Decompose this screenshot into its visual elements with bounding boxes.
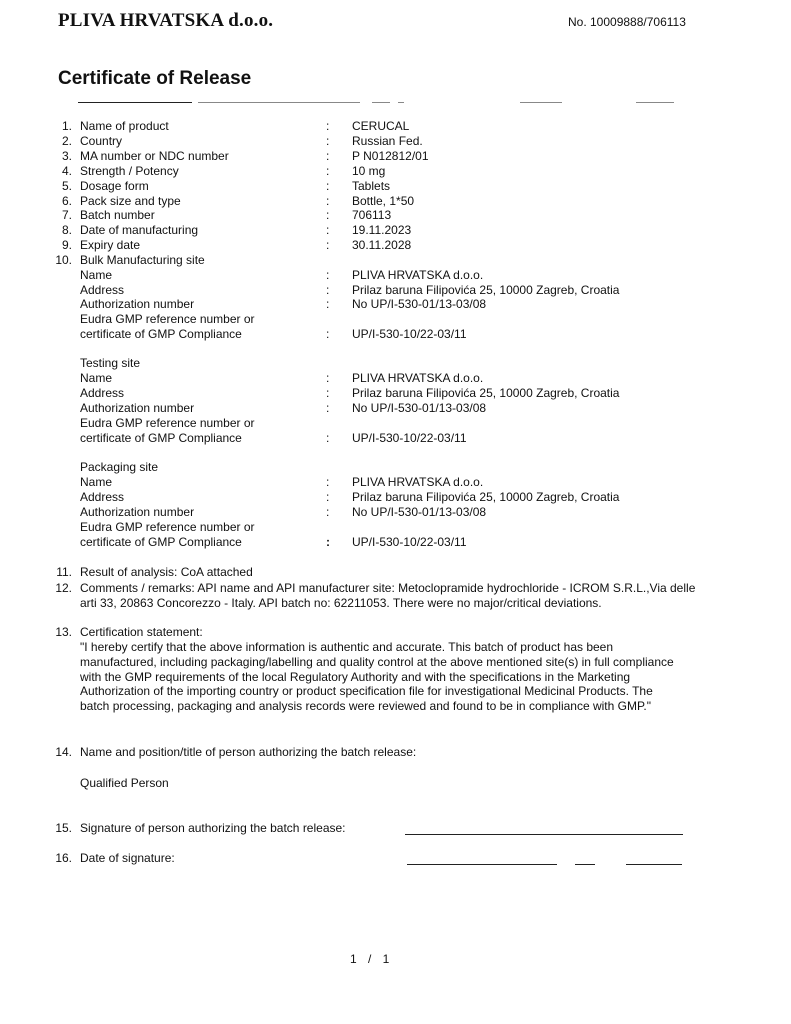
site-address-label: Address — [80, 283, 125, 297]
item-colon: : — [326, 208, 330, 222]
item-colon: : — [326, 490, 330, 504]
item-label: Name of product — [80, 119, 169, 133]
signature-line — [405, 834, 683, 835]
item-value: 30.11.2028 — [352, 238, 412, 252]
item-colon: : — [326, 149, 330, 163]
item-label: Dosage form — [80, 179, 149, 193]
site-auth-value: No UP/I-530-01/13-03/08 — [352, 505, 487, 519]
site-heading: Testing site — [80, 356, 141, 370]
item-value: P N012812/01 — [352, 149, 429, 163]
document-number: No. 10009888/706113 — [568, 15, 686, 29]
item-value: Russian Fed. — [352, 134, 423, 148]
item-number: 6. — [61, 194, 72, 208]
item-colon: : — [326, 505, 330, 519]
item-number: 7. — [61, 208, 72, 222]
date-line — [575, 864, 595, 865]
item-text: Name and position/title of person authorizing the batch release: — [80, 745, 417, 759]
item-colon: : — [326, 119, 330, 133]
site-address-value: Prilaz baruna Filipovića 25, 10000 Zagreb, Croatia — [352, 490, 620, 504]
item-colon: : — [326, 431, 330, 445]
site-name-value: PLIVA HRVATSKA d.o.o. — [352, 268, 484, 282]
item-row — [0, 179, 791, 194]
site-address-label: Address — [80, 490, 125, 504]
site-name-label: Name — [80, 371, 113, 385]
item-number: 14. — [55, 745, 72, 759]
item-text: Result of analysis: CoA attached — [80, 565, 253, 579]
item-row — [0, 134, 791, 149]
item-colon: : — [326, 283, 330, 297]
item-heading: Certification statement: — [80, 625, 203, 639]
item-colon: : — [326, 386, 330, 400]
item-number: 4. — [61, 164, 72, 178]
item-row — [0, 119, 791, 134]
item-text: "I hereby certify that the above information is authentic and accurate. This batch of product has been manufactured, including packaging/labelling and quality control at the above mentioned site(s) in full compliance with the GMP requirements of the local Regulatory Authority and with the specifications in the Marketing Authorization of the importing country or product specification file for investigational Medicinal Products. The batch processing, packaging and analysis records were reviewed and found to be in compliance with GMP." — [80, 640, 674, 714]
item-number: 1. — [61, 119, 72, 133]
item-label: Strength / Potency — [80, 164, 179, 178]
item-colon: : — [326, 268, 330, 282]
item-colon: : — [326, 164, 330, 178]
item-colon: : — [326, 194, 330, 208]
site-name-value: PLIVA HRVATSKA d.o.o. — [352, 371, 484, 385]
site-address-value: Prilaz baruna Filipovića 25, 10000 Zagreb, Croatia — [352, 386, 620, 400]
site-auth-value: No UP/I-530-01/13-03/08 — [352, 401, 487, 415]
item-colon: : — [326, 223, 330, 237]
company-name: PLIVA HRVATSKA d.o.o. — [58, 10, 274, 31]
item-value: 10 mg — [352, 164, 386, 178]
item-number: 3. — [61, 149, 72, 163]
site-gmp-label: Eudra GMP reference number or — [80, 520, 255, 534]
site-gmp-value: UP/I-530-10/22-03/11 — [352, 327, 467, 341]
item-value: 706113 — [352, 208, 392, 222]
item-value: 19.11.2023 — [352, 223, 412, 237]
site-gmp-label: certificate of GMP Compliance — [80, 327, 242, 341]
item-colon: : — [326, 179, 330, 193]
item-number: 12. — [55, 581, 72, 595]
item-row — [0, 208, 791, 223]
site-auth-label: Authorization number — [80, 505, 195, 519]
item-text: Date of signature: — [80, 851, 175, 865]
site-auth-label: Authorization number — [80, 297, 195, 311]
item-text: Comments / remarks: API name and API manufacturer site: Metoclopramide hydrochloride - ICROM S.R.L.,Via delle arti 33, 20863 Concorezzo - Italy. API batch no: 62211053. There were no major/critical deviations. — [80, 581, 696, 610]
item-number: 10. — [55, 253, 72, 267]
site-gmp-label: certificate of GMP Compliance — [80, 431, 242, 445]
date-line — [407, 864, 557, 865]
item-number: 15. — [55, 821, 72, 835]
site-heading: Packaging site — [80, 460, 159, 474]
item-number: 2. — [61, 134, 72, 148]
site-auth-value: No UP/I-530-01/13-03/08 — [352, 297, 487, 311]
item-value: CERUCAL — [352, 119, 410, 133]
site-gmp-label: Eudra GMP reference number or — [80, 416, 255, 430]
page-title: Certificate of Release — [58, 68, 252, 89]
item-colon: : — [326, 327, 330, 341]
item-label: Date of manufacturing — [80, 223, 199, 237]
site-gmp-value: UP/I-530-10/22-03/11 — [352, 431, 467, 445]
site-address-label: Address — [80, 386, 125, 400]
item-row — [0, 194, 791, 209]
site-address-value: Prilaz baruna Filipovića 25, 10000 Zagreb, Croatia — [352, 283, 620, 297]
item-label: Country — [80, 134, 123, 148]
item-row — [0, 149, 791, 164]
site-gmp-label: Eudra GMP reference number or — [80, 312, 255, 326]
item-colon: : — [326, 475, 330, 489]
item-value: Bottle, 1*50 — [352, 194, 415, 208]
item-label: Bulk Manufacturing site — [80, 253, 205, 267]
item-label: Expiry date — [80, 238, 141, 252]
item-row — [0, 253, 791, 268]
site-name-label: Name — [80, 268, 113, 282]
item-colon: : — [326, 238, 330, 252]
item-row — [0, 223, 791, 238]
item-number: 13. — [55, 625, 72, 639]
item-value: Tablets — [352, 179, 391, 193]
item-number: 11. — [56, 565, 72, 579]
item-colon: : — [326, 371, 330, 385]
item-row — [0, 164, 791, 179]
site-name-label: Name — [80, 475, 113, 489]
item-colon: : — [326, 535, 330, 549]
person-title: Qualified Person — [80, 776, 169, 790]
site-auth-label: Authorization number — [80, 401, 195, 415]
item-number: 5. — [61, 179, 72, 193]
date-line — [626, 864, 682, 865]
result-of-analysis — [0, 565, 791, 580]
site-name-value: PLIVA HRVATSKA d.o.o. — [352, 475, 484, 489]
page-number: 1 / 1 — [350, 952, 394, 966]
item-number: 8. — [61, 223, 72, 237]
item-label: MA number or NDC number — [80, 149, 229, 163]
item-row — [0, 238, 791, 253]
item-label: Batch number — [80, 208, 155, 222]
item-colon: : — [326, 401, 330, 415]
item-colon: : — [326, 297, 330, 311]
item-number: 9. — [61, 238, 72, 252]
item-number: 16. — [55, 851, 72, 865]
item-label: Pack size and type — [80, 194, 181, 208]
item-colon: : — [326, 134, 330, 148]
site-gmp-label: certificate of GMP Compliance — [80, 535, 242, 549]
item-text: Signature of person authorizing the batch release: — [80, 821, 346, 835]
site-gmp-value: UP/I-530-10/22-03/11 — [352, 535, 467, 549]
